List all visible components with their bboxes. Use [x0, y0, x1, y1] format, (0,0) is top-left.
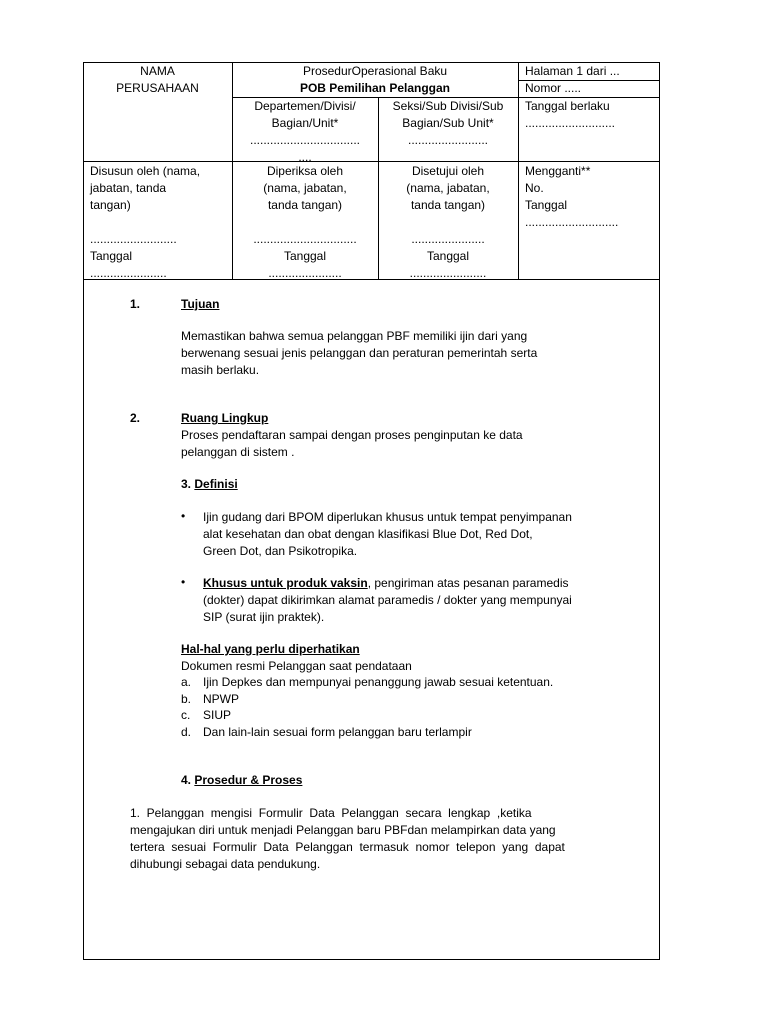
- replaces-line: Mengganti**: [525, 164, 591, 178]
- date-label: Tanggal: [90, 249, 133, 263]
- signature-dots: ...............................: [253, 232, 357, 246]
- department-line: Departemen/Divisi/: [254, 99, 356, 113]
- department-dots: .................................: [249, 133, 361, 147]
- section-dots: ........................: [407, 133, 488, 147]
- text-line: (dokter) dapat dikirimkan alamat paramedis / dokter yang mempunyai: [203, 593, 572, 607]
- text-line: [203, 575, 643, 592]
- text-line: SIP (surat ijin praktek).: [203, 610, 325, 624]
- list-item: [181, 691, 191, 708]
- section-2-number: 2.: [130, 411, 141, 425]
- company-name-line: NAMA: [140, 64, 175, 78]
- section-1-number: 1.: [130, 297, 141, 311]
- replaces-dots: ............................: [525, 215, 619, 229]
- date-dots: ......................: [268, 266, 342, 280]
- text-line: Green Dot, dan Psikotropika.: [203, 544, 358, 558]
- list-letter: a.: [181, 675, 192, 689]
- sop-title: [232, 63, 518, 97]
- list-item: [181, 674, 191, 691]
- sop-title-text: ProsedurOperasional Baku: [302, 64, 448, 78]
- pob-title-text: POB Pemilihan Pelanggan: [299, 81, 451, 95]
- section-4-heading: [181, 772, 302, 789]
- spacer: [232, 214, 378, 231]
- definition-bullet-1: [203, 509, 643, 560]
- prepared-by-line: Disusun oleh (nama,: [90, 164, 201, 178]
- text-line: pelanggan di sistem .: [181, 445, 295, 459]
- approved-by-line: tanda tangan): [410, 198, 486, 212]
- vaccine-emphasis: Khusus untuk produk vaksin: [203, 576, 368, 590]
- text-fragment: , pengiriman atas pesanan paramedis: [367, 576, 569, 590]
- checked-by-line: Diperiksa oleh: [266, 164, 344, 178]
- signature-dots: ......................: [411, 232, 485, 246]
- date-label: Tanggal: [426, 249, 470, 263]
- approved-by-line: Disetujui oleh: [411, 164, 485, 178]
- prepared-by-line: tangan): [90, 198, 131, 212]
- section-3-title: Definisi: [194, 477, 238, 491]
- list-item: [181, 707, 190, 724]
- section-1-text: [181, 328, 641, 379]
- list-item-text: NPWP: [203, 692, 239, 706]
- checked-by-cell: [232, 163, 378, 282]
- list-item-text: Dan lain-lain sesuai form pelanggan baru terlampir: [203, 725, 472, 739]
- attention-intro: Dokumen resmi Pelanggan saat pendataan: [181, 659, 412, 673]
- checked-by-line: tanda tangan): [267, 198, 343, 212]
- section-2-title: Ruang Lingkup: [181, 411, 269, 425]
- approved-by-line: (nama, jabatan,: [406, 181, 490, 195]
- list-item: [181, 724, 191, 741]
- list-letter: b.: [181, 692, 192, 706]
- col-divider-3: [518, 62, 519, 279]
- list-letter: c.: [181, 708, 191, 722]
- definition-bullet-2: [203, 575, 643, 626]
- valid-date-dots: ...........................: [525, 116, 616, 130]
- text-line: dihubungi sebagai data pendukung.: [130, 857, 321, 871]
- text-line: 1. Pelanggan mengisi Formulir Data Pelanggan secara lengkap ,ketika: [130, 806, 532, 820]
- signature-dots: ..........................: [90, 232, 177, 246]
- section-1-title: Tujuan: [181, 297, 220, 311]
- approved-by-cell: [378, 163, 518, 282]
- date-dots: .......................: [409, 266, 487, 280]
- text-line: Ijin gudang dari BPOM diperlukan khusus untuk tempat penyimpanan: [203, 510, 572, 524]
- list-item-text: SIUP: [203, 708, 232, 722]
- attention-title: Hal-hal yang perlu diperhatikan: [181, 642, 360, 656]
- company-name: [83, 63, 232, 97]
- section-3-number: 3.: [181, 477, 192, 491]
- department-dots: ....: [298, 150, 312, 164]
- company-name-line: PERUSAHAAN: [116, 81, 199, 95]
- text-line: alat kesehatan dan obat dengan klasifikasi Blue Dot, Red Dot,: [203, 527, 533, 541]
- section-line: Bagian/Sub Unit*: [402, 116, 494, 130]
- text-line: mengajukan diri untuk menjadi Pelanggan baru PBFdan melampirkan data yang: [130, 823, 556, 837]
- section-2-text: [181, 427, 641, 461]
- text-line: tertera sesuai Formulir Data Pelanggan termasuk nomor telepon yang dapat: [130, 840, 565, 854]
- department-cell: [232, 98, 378, 166]
- date-label: Tanggal: [283, 249, 327, 263]
- checked-by-line: (nama, jabatan,: [263, 181, 347, 195]
- replaces-cell: [525, 163, 660, 231]
- list-item-text: Ijin Depkes dan mempunyai penanggung jawab sesuai ketentuan.: [203, 675, 554, 689]
- section-line: Seksi/Sub Divisi/Sub: [392, 99, 504, 113]
- section-4-title: Prosedur & Proses: [194, 773, 303, 787]
- text-line: masih berlaku.: [181, 363, 260, 377]
- section-cell: [378, 98, 518, 149]
- number-label: Nomor .....: [525, 81, 582, 95]
- bullet-icon: •: [181, 509, 186, 523]
- valid-date-cell: [525, 98, 660, 132]
- date-dots: .......................: [90, 266, 167, 280]
- replaces-line: No.: [525, 181, 544, 195]
- prepared-by-cell: [90, 163, 232, 282]
- replaces-line: Tanggal: [525, 198, 568, 212]
- procedure-paragraph: [130, 805, 633, 873]
- department-line: Bagian/Unit*: [271, 116, 339, 130]
- valid-date-label: Tanggal berlaku: [525, 99, 610, 113]
- text-line: Proses pendaftaran sampai dengan proses penginputan ke data: [181, 428, 523, 442]
- page-label: Halaman 1 dari ...: [525, 64, 620, 78]
- prepared-by-line: jabatan, tanda: [90, 181, 167, 195]
- section-4-number: 4.: [181, 773, 192, 787]
- list-letter: d.: [181, 725, 192, 739]
- text-line: Memastikan bahwa semua pelanggan PBF memiliki ijin dari yang: [181, 329, 528, 343]
- text-line: berwenang sesuai jenis pelanggan dan peraturan pemerintah serta: [181, 346, 538, 360]
- bullet-icon: •: [181, 575, 186, 589]
- spacer: [90, 214, 232, 231]
- section-3-heading: [181, 476, 238, 493]
- spacer: [378, 214, 518, 231]
